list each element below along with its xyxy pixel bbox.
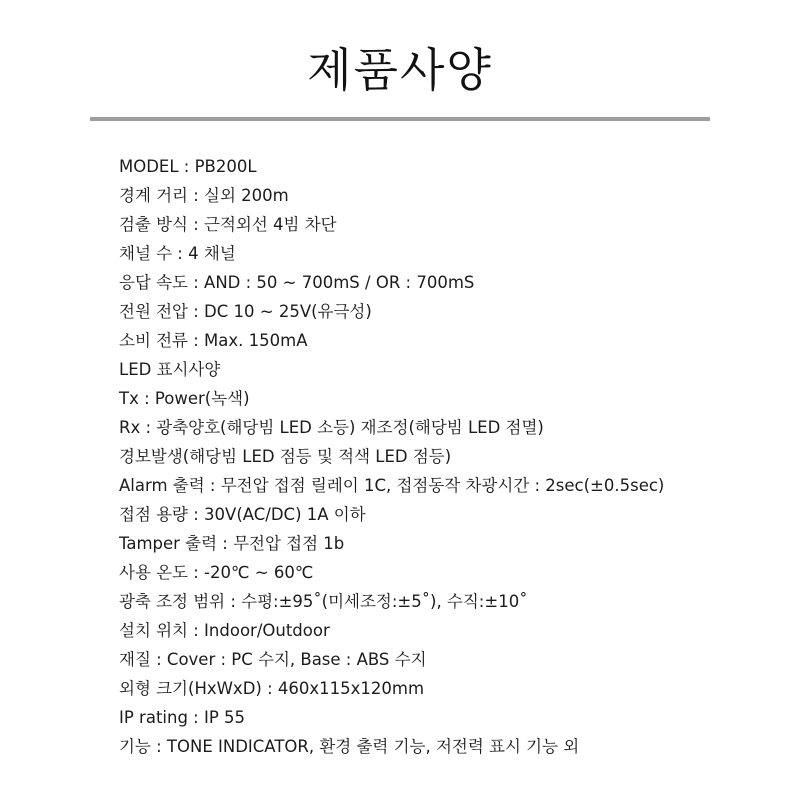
page-title: 제품사양	[307, 43, 493, 97]
spec-operating-temperature: 사용 온도 : -20℃ ~ 60℃	[119, 563, 314, 582]
spec-alarm-output: Alarm 출력 : 무전압 접점 릴레이 1C, 접점동작 차광시간 : 2sec(±0.5sec)	[119, 476, 665, 495]
spec-material: 재질 : Cover : PC 수지, Base : ABS 수지	[119, 650, 427, 669]
spec-dimensions: 외형 크기(HxWxD) : 460x115x120mm	[119, 679, 425, 698]
spec-alignment-range: 광축 조정 범위 : 수평:±95˚(미세조정:±5˚), 수직:±10˚	[119, 592, 528, 611]
spec-led-alarm: 경보발생(해당빔 LED 점등 및 적색 LED 점등)	[119, 447, 452, 466]
spec-response-speed: 응답 속도 : AND : 50 ~ 700mS / OR : 700mS	[119, 273, 475, 292]
spec-power-voltage: 전원 전압 : DC 10 ~ 25V(유극성)	[119, 302, 372, 321]
spec-led-rx: Rx : 광축양호(해당빔 LED 소등) 재조정(해당빔 LED 점멸)	[119, 418, 544, 437]
spec-channels: 채널 수 : 4 채널	[119, 244, 236, 263]
spec-model: MODEL : PB200L	[119, 157, 257, 176]
spec-current-consumption: 소비 전류 : Max. 150mA	[119, 331, 308, 350]
title-divider	[90, 117, 710, 121]
spec-led-tx: Tx : Power(녹색)	[119, 389, 250, 408]
spec-range: 경계 거리 : 실외 200m	[119, 186, 289, 205]
spec-contact-capacity: 접점 용량 : 30V(AC/DC) 1A 이하	[119, 505, 366, 524]
spec-detection-method: 검출 방식 : 근적외선 4빔 차단	[119, 215, 337, 234]
spec-installation: 설치 위치 : Indoor/Outdoor	[119, 621, 330, 640]
spec-functions: 기능 : TONE INDICATOR, 환경 출력 기능, 저전력 표시 기능 외	[119, 737, 580, 756]
spec-led-indicator: LED 표시사양	[119, 360, 221, 379]
spec-list	[119, 152, 759, 761]
spec-ip-rating: IP rating : IP 55	[119, 708, 246, 727]
spec-tamper-output: Tamper 출력 : 무전압 접점 1b	[119, 534, 345, 553]
